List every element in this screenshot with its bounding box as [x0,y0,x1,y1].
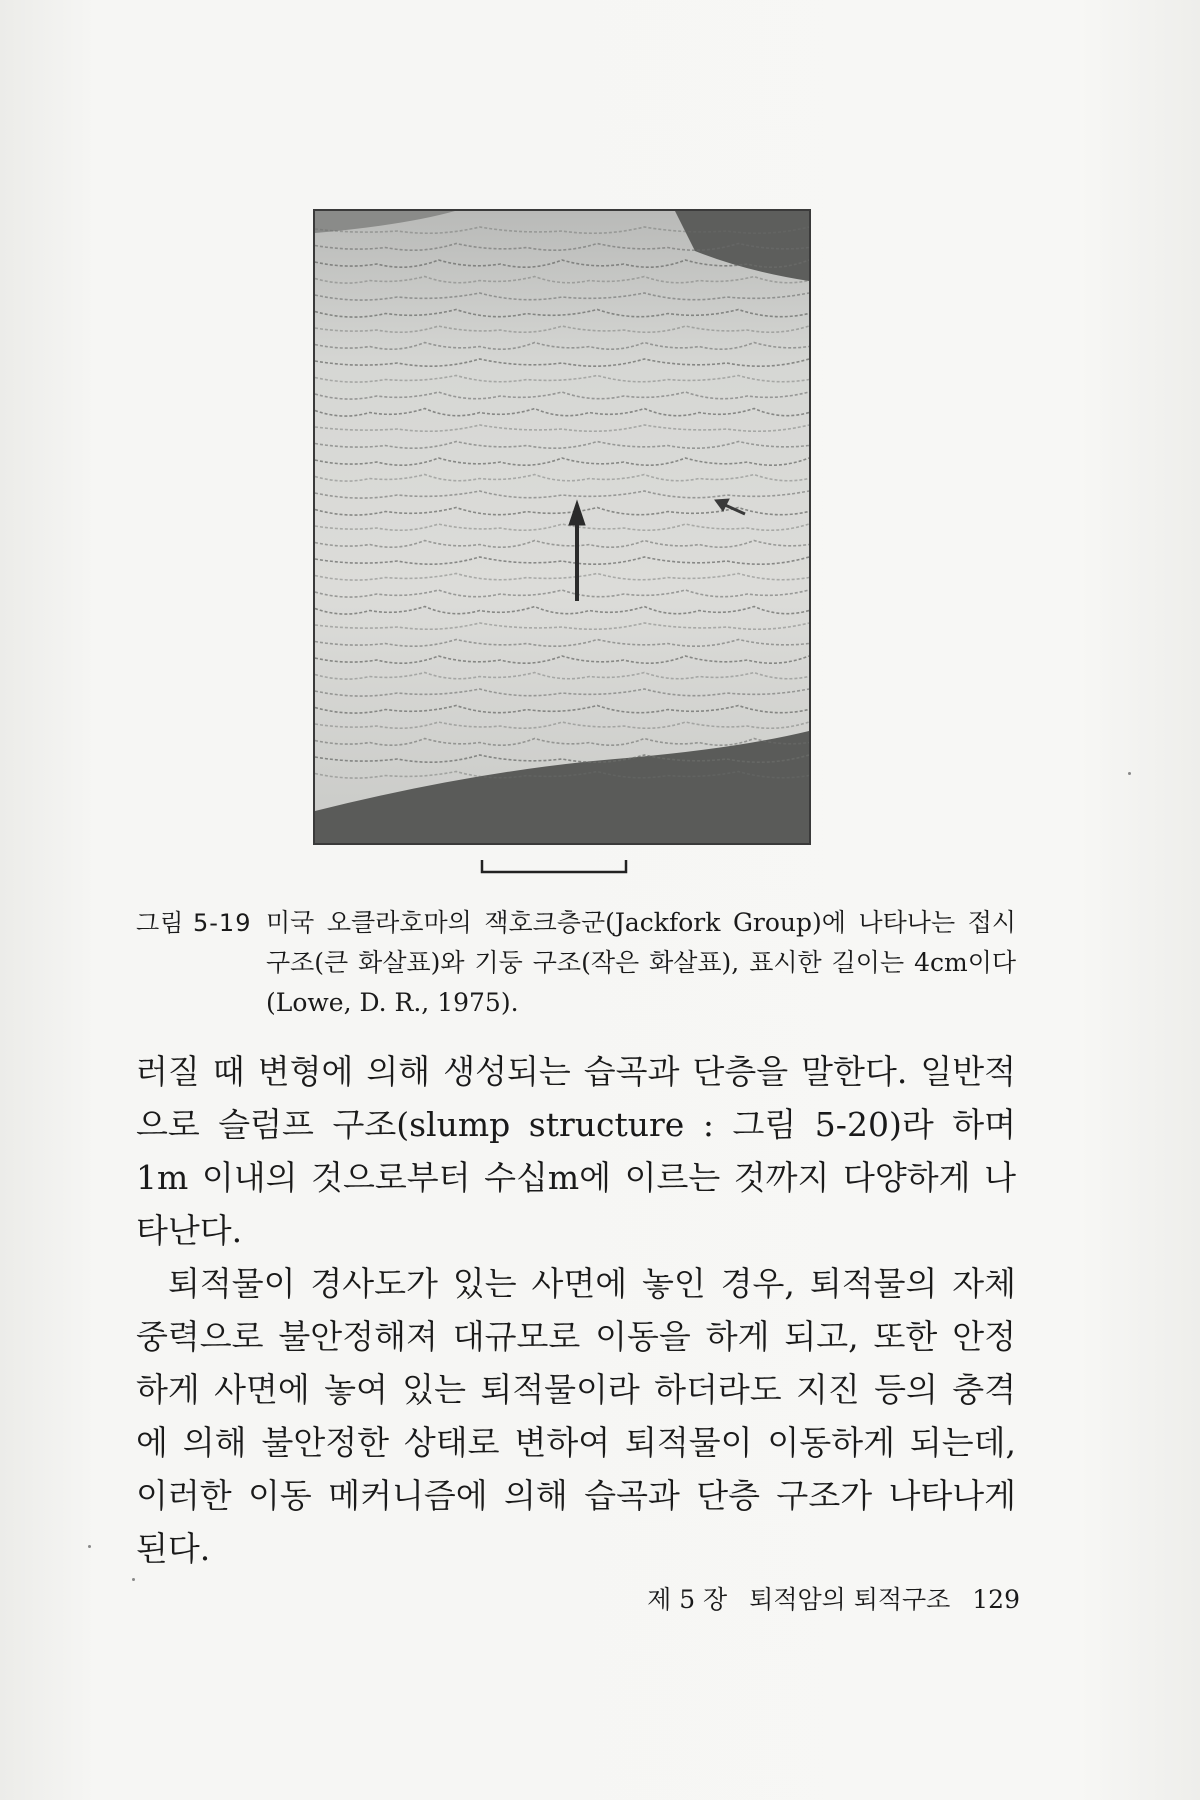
figure-caption-text: 미국 오클라호마의 잭호크층군(Jackfork Group)에 나타나는 접시 구조(큰 화살표)와 기둥 구조(작은 화살표), 표시한 길이는 4cm이다(Lowe, D. R., 1975). [266,908,1016,1017]
chapter-number: 제 5 장 [647,1585,728,1614]
scale-bar [480,858,628,874]
body-paragraph: 러질 때 변형에 의해 생성되는 습곡과 단층을 말한다. 일반적으로 슬럼프 구조(slump structure : 그림 5-20)라 하며 1m 이내의 것으로부터 수십m에 이르는 것까지 다양하게 나타난다. [136,1052,1016,1250]
scan-speck [1128,772,1131,775]
body-text [136,1045,1016,1575]
figure-label: 그림 5-19 [136,909,252,937]
scan-speck [88,1545,91,1548]
rock-outcrop-photo [313,209,811,845]
page-number: 129 [972,1585,1020,1614]
dish-structure-photo-graphic [315,211,809,843]
scan-speck [132,1578,135,1581]
page-footer [600,1580,1020,1620]
chapter-title: 퇴적암의 퇴적구조 [749,1585,951,1614]
body-paragraph: 퇴적물이 경사도가 있는 사면에 놓인 경우, 퇴적물의 자체 중력으로 불안정해져 대규모로 이동을 하게 되고, 또한 안정하게 사면에 놓여 있는 퇴적물이라 하더라도 지진 등의 충격에 의해 불안정한 상태로 변하여 퇴적물이 이동하게 되는데, 이러한 이동 메커니즘에 의해 습곡과 단층 구조가 나타나게 된다. [136,1264,1016,1568]
